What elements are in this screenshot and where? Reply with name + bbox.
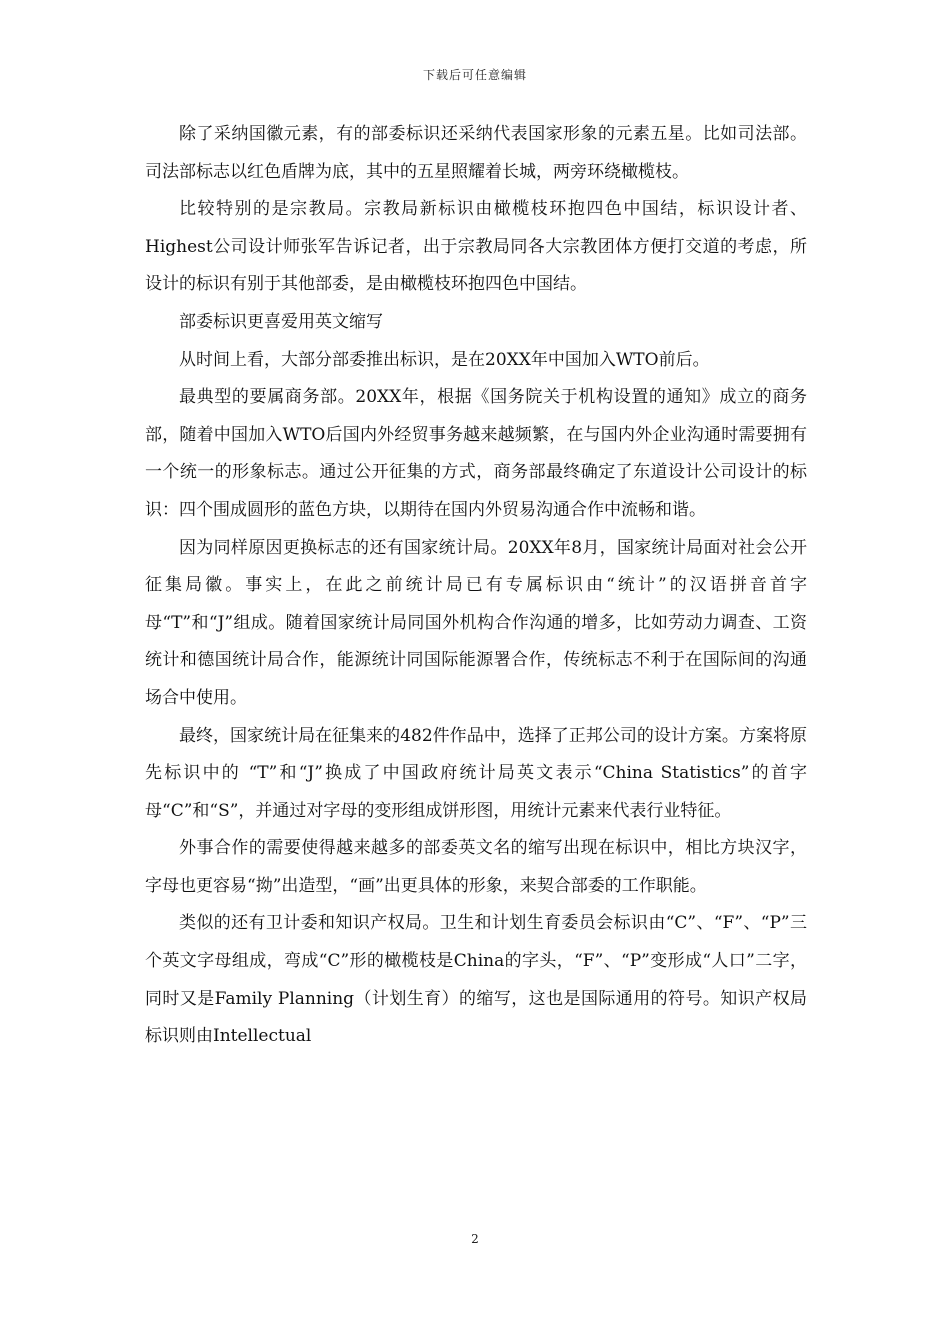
paragraph: 类似的还有卫计委和知识产权局。卫生和计划生育委员会标识由“C”、“F”、“P”三个英文字母组成，弯成“C”形的橄榄枝是China的字头，“F”、“P”变形成“人口”二字，同时又是Family Planning（计划生育）的缩写，这也是国际通用的符号。知识产权局标识则由Intellectual (145, 913, 807, 1047)
paragraph: 从时间上看，大部分部委推出标识，是在20XX年中国加入WTO前后。 (179, 349, 710, 370)
section-heading: 部委标识更喜爱用英文缩写 (179, 311, 383, 332)
paragraph: 外事合作的需要使得越来越多的部委英文名的缩写出现在标识中，相比方块汉字，字母也更容易“拗”出造型，“画”出更具体的形象，来契合部委的工作职能。 (145, 838, 807, 896)
paragraph: 最终，国家统计局在征集来的482件作品中，选择了正邦公司的设计方案。方案将原先标识中的 “T”和“J”换成了中国政府统计局英文表示“China Statistics”的首字母“C”和“S”，并通过对字母的变形组成饼形图，用统计元素来代表行业特征。 (145, 725, 807, 821)
paragraph: 比较特别的是宗教局。宗教局新标识由橄榄枝环抱四色中国结，标识设计者、Highest公司设计师张军告诉记者，出于宗教局同各大宗教团体方便打交道的考虑，所设计的标识有别于其他部委，是由橄榄枝环抱四色中国结。 (145, 199, 807, 295)
page-header: 下载后可任意编辑 (422, 68, 527, 82)
paragraph: 最典型的要属商务部。20XX年，根据《国务院关于机构设置的通知》成立的商务部，随着中国加入WTO后国内外经贸事务越来越频繁，在与国内外企业沟通时需要拥有一个统一的形象标志。通过公开征集的方式，商务部最终确定了东道设计公司设计的标识：四个围成圆形的蓝色方块，以期待在国内外贸易沟通合作中流畅和谐。 (145, 387, 807, 520)
paragraph: 因为同样原因更换标志的还有国家统计局。20XX年8月，国家统计局面对社会公开征集局徽。事实上，在此之前统计局已有专属标识由“统计”的汉语拼音首字母“T”和“J”组成。随着国家统计局同国外机构合作沟通的增多，比如劳动力调查、工资统计和德国统计局合作，能源统计同国际能源署合作，传统标志不利于在国际间的沟通场合中使用。 (145, 537, 807, 708)
paragraph: 除了采纳国徽元素，有的部委标识还采纳代表国家形象的元素五星。比如司法部。司法部标志以红色盾牌为底，其中的五星照耀着长城，两旁环绕橄榄枝。 (145, 124, 807, 182)
page-number: 2 (471, 1232, 479, 1246)
document-body (145, 116, 807, 1056)
